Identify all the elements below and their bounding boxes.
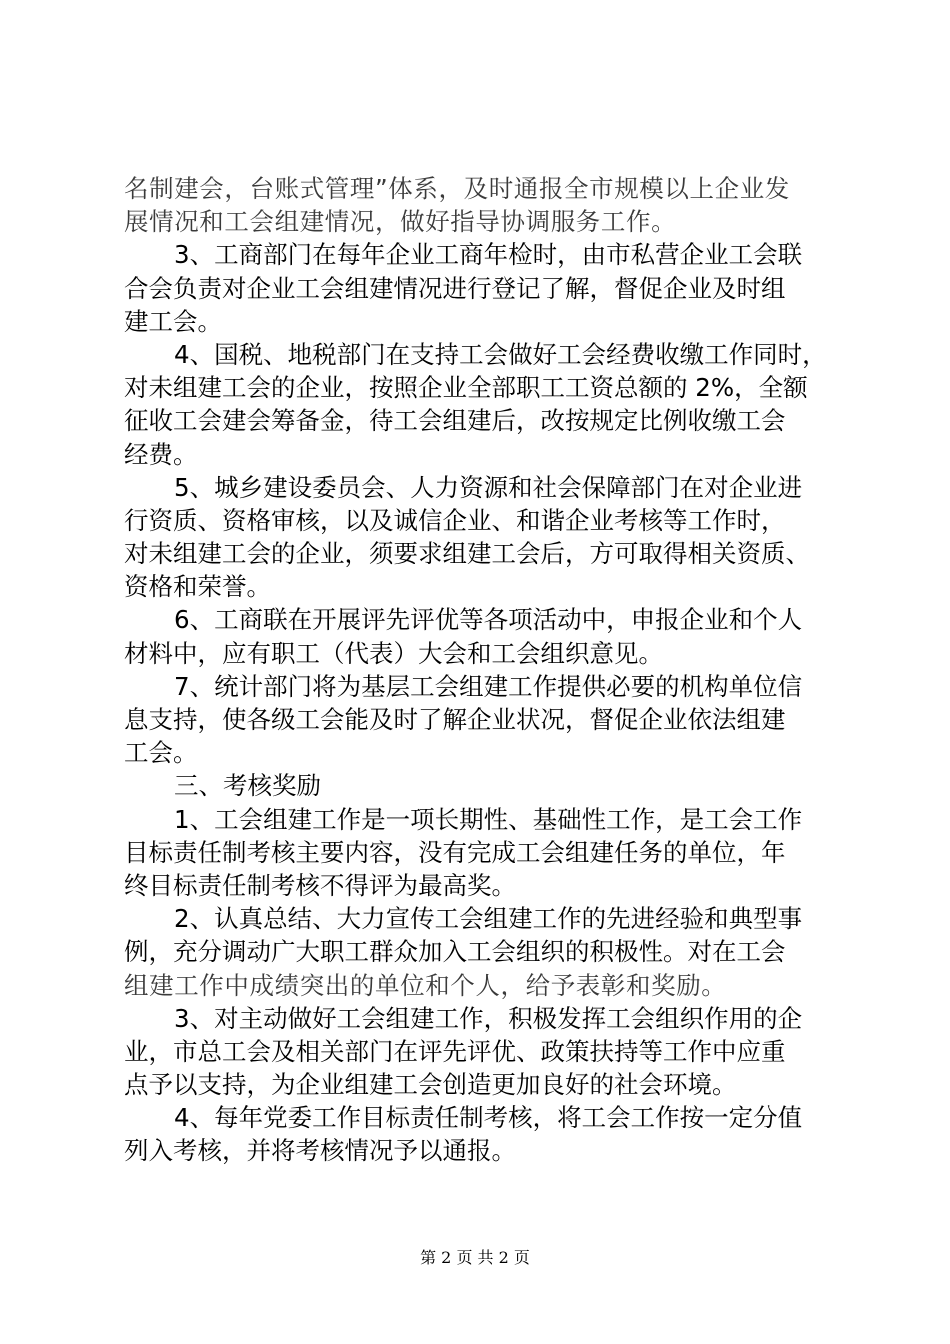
text-line: 6、工商联在开展评先评优等各项活动中，申报企业和个人 (174, 605, 803, 635)
text-line: 业，市总工会及相关部门在评先评优、政策扶持等工作中应重 (124, 1036, 786, 1066)
document-body (124, 172, 844, 1168)
text-line: 材料中，应有职工（代表）大会和工会组织意见。 (124, 638, 663, 668)
text-line: 名制建会，台账式管理”体系，及时通报全市规模以上企业发 (124, 174, 790, 203)
text-line: 目标责任制考核主要内容，没有完成工会组建任务的单位，年 (124, 837, 786, 867)
text-line: 列入考核，并将考核情况予以通报。 (124, 1136, 516, 1166)
text-line: 对未组建工会的企业，须要求组建工会后，方可取得相关资质、 (124, 539, 810, 569)
text-line: 合会负责对企业工会组建情况进行登记了解，督促企业及时组 (124, 273, 786, 303)
text-line: 三、考核奖励 (174, 771, 321, 801)
text-line: 4、每年党委工作目标责任制考核，将工会工作按一定分值 (174, 1103, 803, 1133)
text-line: 行资质、资格审核，以及诚信企业、和谐企业考核等工作时， (124, 505, 786, 535)
text-line: 经费。 (124, 439, 198, 469)
text-line: 4、国税、地税部门在支持工会做好工会经费收缴工作同时， (174, 339, 827, 369)
text-line: 1、工会组建工作是一项长期性、基础性工作，是工会工作 (174, 804, 803, 834)
text-line: 7、统计部门将为基层工会组建工作提供必要的机构单位信 (174, 671, 803, 701)
text-line: 例，充分调动广大职工群众加入工会组织的积极性。对在工会 (124, 937, 786, 967)
text-line: 5、城乡建设委员会、人力资源和社会保障部门在对企业进 (174, 472, 803, 502)
text-line: 对未组建工会的企业，按照企业全部职工工资总额的 2%，全额 (124, 373, 808, 403)
text-line: 组建工作中成绩突出的单位和个人，给予表彰和奖励。 (124, 970, 727, 1000)
text-line: 展情况和工会组建情况，做好指导协调服务工作。 (124, 207, 677, 237)
text-line: 3、对主动做好工会组建工作，积极发挥工会组织作用的企 (174, 1003, 803, 1033)
text-line: 资格和荣誉。 (124, 572, 271, 602)
text-line: 工会。 (124, 738, 198, 768)
text-line: 征收工会建会筹备金，待工会组建后，改按规定比例收缴工会 (124, 406, 786, 436)
text-line: 2、认真总结、大力宣传工会组建工作的先进经验和典型事 (174, 904, 803, 934)
text-line: 终目标责任制考核不得评为最高奖。 (124, 870, 516, 900)
text-line: 建工会。 (124, 306, 222, 336)
page-footer: 第 2 页 共 2 页 (420, 1248, 530, 1267)
text-line: 3、工商部门在每年企业工商年检时，由市私营企业工会联 (174, 240, 803, 270)
text-line: 点予以支持，为企业组建工会创造更加良好的社会环境。 (124, 1070, 737, 1100)
text-line: 息支持，使各级工会能及时了解企业状况，督促企业依法组建 (124, 705, 786, 734)
